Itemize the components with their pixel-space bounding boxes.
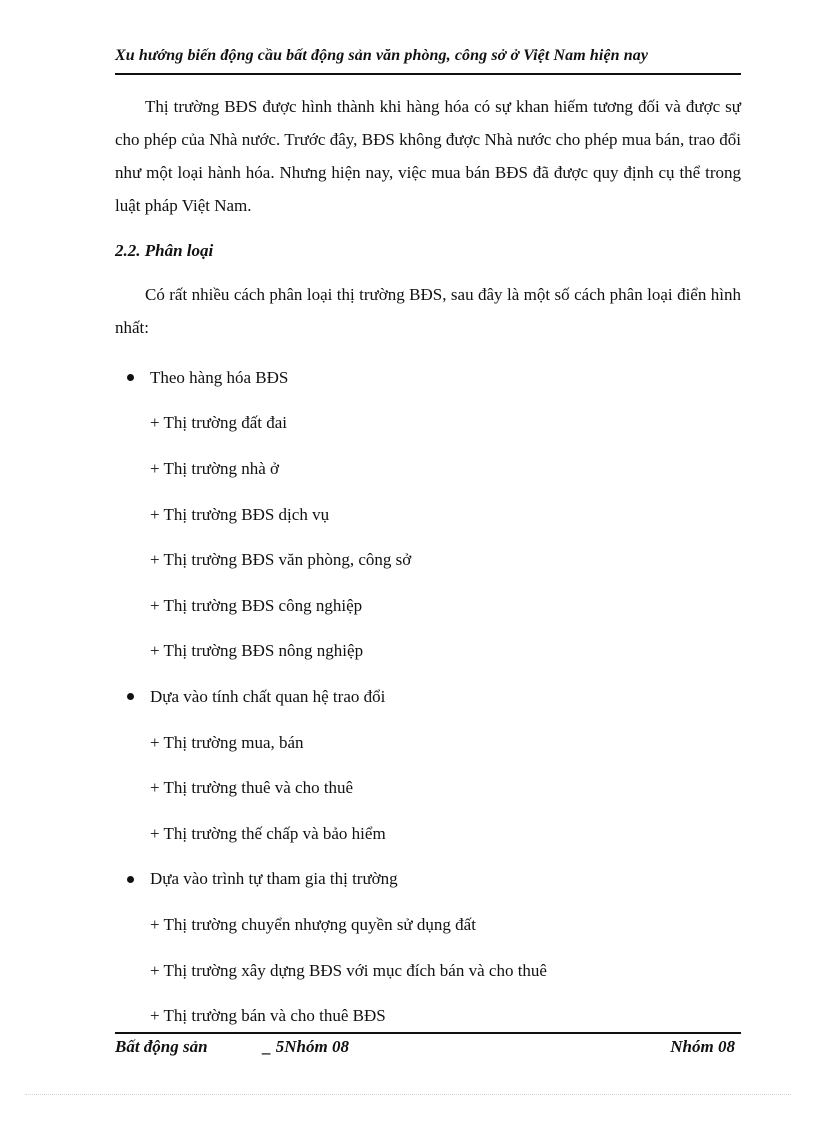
bullet-label: Dựa vào tính chất quan hệ trao đổi [150,686,386,706]
intro-paragraph: Thị trường BĐS được hình thành khi hàng hóa có sự khan hiếm tương đối và được sự cho phép của Nhà nước. Trước đây, BĐS không được Nhà nước cho phép mua bán, trao đổi như một loại hành hóa. Nhưng hiện nay, việc mua bán BĐS đã được quy định cụ thể trong luật pháp Việt Nam. [115,97,741,215]
list-item: + Thị trường chuyển nhượng quyền sử dụng đất [150,914,476,934]
list-item: + Thị trường BĐS công nghiệp [150,595,363,615]
list-item: + Thị trường xây dựng BĐS với mục đích bán và cho thuê [150,960,547,980]
bullet-label: Dựa vào trình tự tham gia thị trường [150,869,398,889]
footer-left: Bất động sản [115,1037,208,1056]
footer-middle: _ 5Nhóm 08 [263,1037,349,1056]
section-intro-paragraph: Có rất nhiều cách phân loại thị trường BĐS, sau đây là một số cách phân loại điển hình nhất: [115,285,741,337]
list-item: + Thị trường bán và cho thuê BĐS [150,1006,386,1026]
bullet-dot-icon [127,374,134,381]
list-item: + Thị trường BĐS văn phòng, công sở [150,550,412,570]
list-item: + Thị trường đất đai [150,413,288,433]
list-item: + Thị trường BĐS nông nghiệp [150,641,364,661]
list-item: + Thị trường thuê và cho thuê [150,778,354,798]
list-item: + Thị trường mua, bán [150,732,304,752]
list-bullet [115,857,741,903]
section-heading: 2.2. Phân loại [115,241,214,260]
list-item: + Thị trường nhà ở [150,458,280,478]
classification-list [115,355,741,1039]
list-bullet [115,355,741,401]
page-bottom-dotted-divider [25,1094,791,1095]
bullet-dot-icon [127,876,134,883]
running-header: Xu hướng biến động cầu bất động sản văn phòng, công sở ở Việt Nam hiện nay [115,47,649,64]
list-item: + Thị trường BĐS dịch vụ [150,504,330,524]
footer-rule [115,1032,741,1034]
list-bullet [115,674,741,720]
page-body [115,90,741,1039]
list-item: + Thị trường thế chấp và bảo hiểm [150,823,386,843]
footer-right: Nhóm 08 [670,1037,735,1056]
bullet-dot-icon [127,693,134,700]
running-footer [115,1037,741,1061]
header-rule [115,73,741,75]
bullet-label: Theo hàng hóa BĐS [150,367,289,387]
